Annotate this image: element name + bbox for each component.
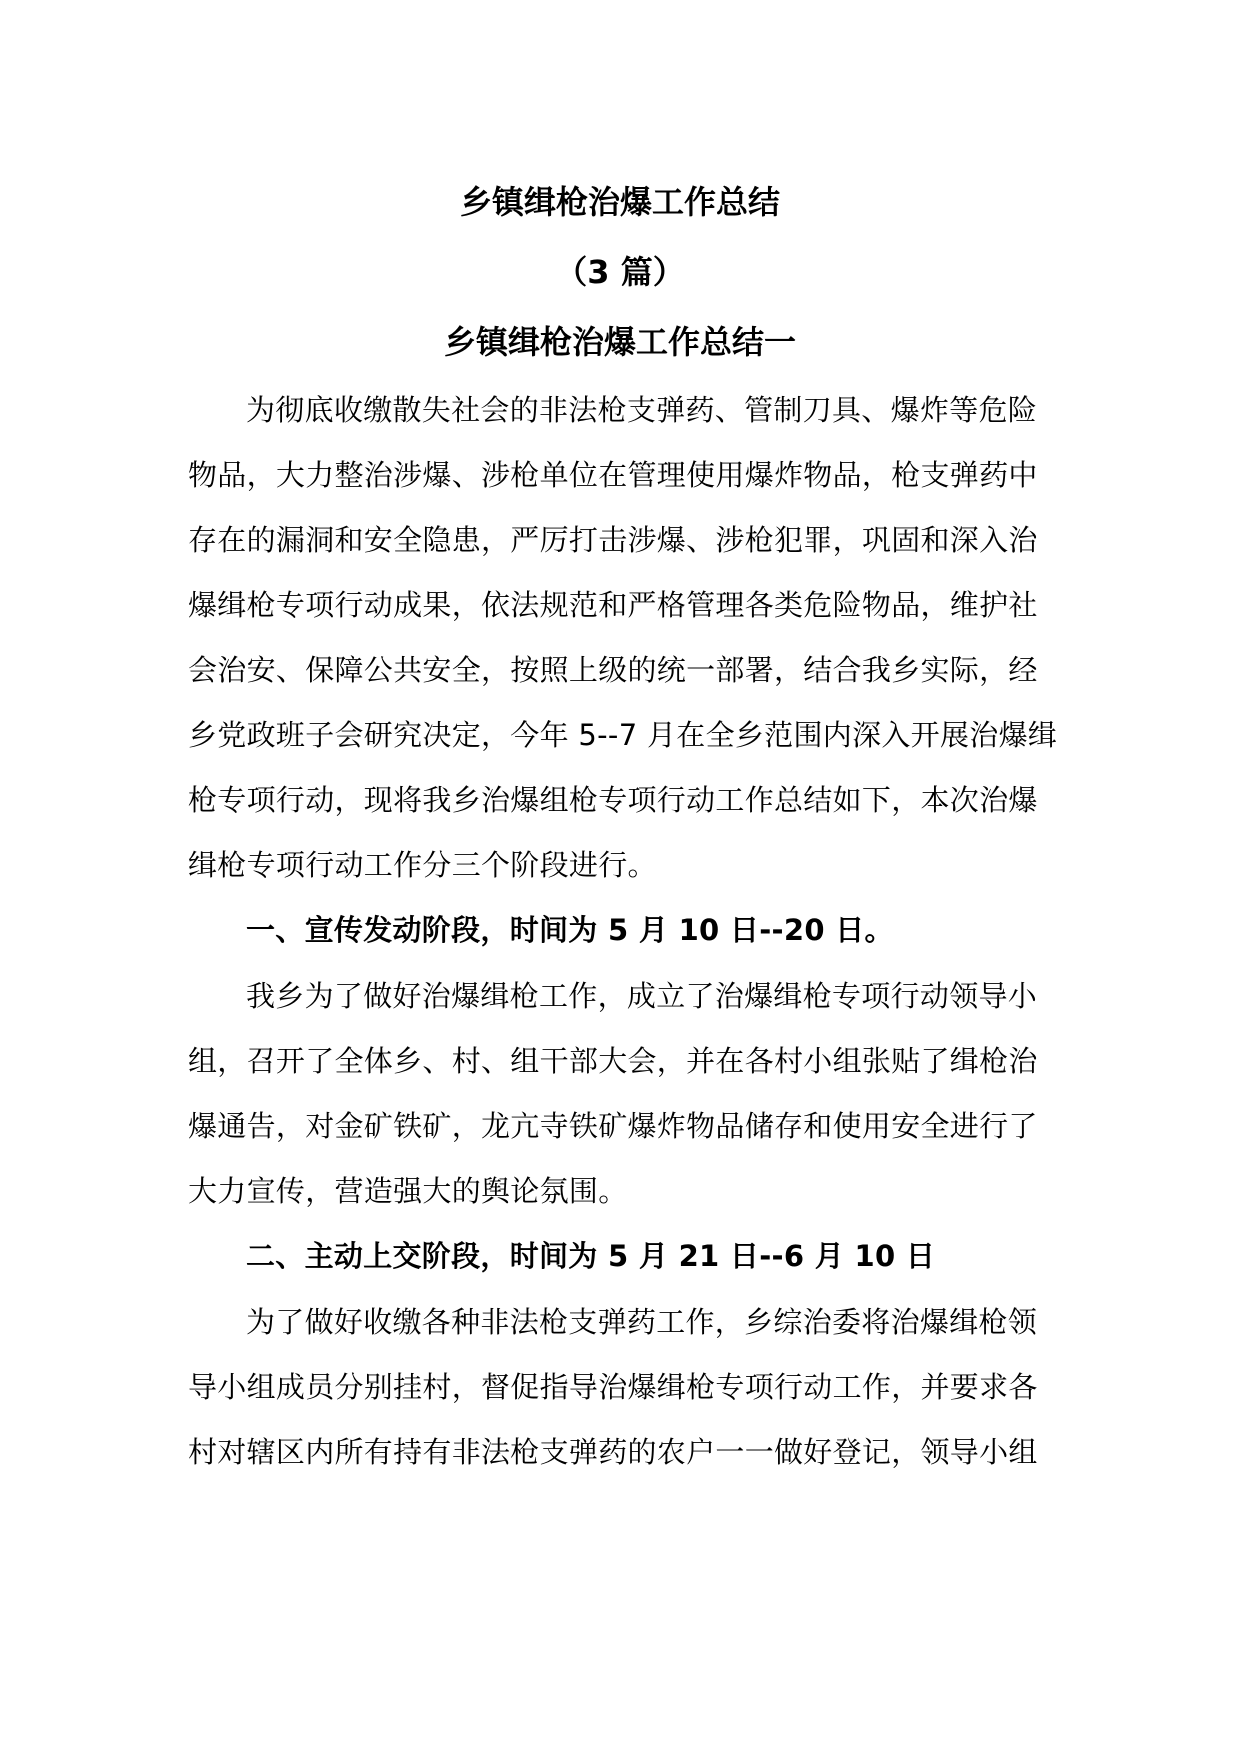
paragraph-stage-two <box>188 1290 1058 1485</box>
paragraph-line: 会治安、保障公共安全，按照上级的统一部署，结合我乡实际，经 <box>188 653 1038 687</box>
document-subtitle: （3 篇） <box>555 253 685 291</box>
paragraph-line: 大力宣传，营造强大的舆论氛围。 <box>188 1174 628 1208</box>
paragraph-line: 爆缉枪专项行动成果，依法规范和严格管理各类危险物品，维护社 <box>188 588 1038 622</box>
section-title: 乡镇缉枪治爆工作总结一 <box>443 323 796 361</box>
document-title: 乡镇缉枪治爆工作总结 <box>459 183 780 221</box>
paragraph-line: 缉枪专项行动工作分三个阶段进行。 <box>188 848 657 882</box>
heading-stage-two <box>188 1224 1058 1289</box>
paragraph-line: 物品，大力整治涉爆、涉枪单位在管理使用爆炸物品，枪支弹药中 <box>188 458 1038 492</box>
paragraph-line: 为了做好收缴各种非法枪支弹药工作，乡综治委将治爆缉枪领 <box>246 1305 1038 1339</box>
paragraph-line: 为彻底收缴散失社会的非法枪支弹药、管制刀具、爆炸等危险 <box>246 393 1038 427</box>
paragraph-line: 存在的漏洞和安全隐患，严厉打击涉爆、涉枪犯罪，巩固和深入治 <box>188 523 1038 557</box>
paragraph-line: 组，召开了全体乡、村、组干部大会，并在各村小组张贴了缉枪治 <box>188 1044 1038 1078</box>
paragraph-line: 导小组成员分别挂村，督促指导治爆缉枪专项行动工作，并要求各 <box>188 1370 1038 1404</box>
heading-text: 一、宣传发动阶段，时间为 5 月 10 日--20 日。 <box>246 913 894 947</box>
paragraph-stage-one <box>188 964 1058 1224</box>
paragraph-line: 枪专项行动，现将我乡治爆组枪专项行动工作总结如下，本次治爆 <box>188 783 1038 817</box>
heading-stage-one <box>188 898 1058 963</box>
paragraph-line: 村对辖区内所有持有非法枪支弹药的农户一一做好登记，领导小组 <box>188 1435 1038 1469</box>
paragraph-line: 乡党政班子会研究决定，今年 5--7 月在全乡范围内深入开展治爆缉 <box>188 718 1058 752</box>
paragraph-intro <box>188 378 1058 898</box>
heading-text: 二、主动上交阶段，时间为 5 月 21 日--6 月 10 日 <box>246 1239 936 1273</box>
paragraph-line: 爆通告，对金矿铁矿，龙亢寺铁矿爆炸物品储存和使用安全进行了 <box>188 1109 1038 1143</box>
paragraph-line: 我乡为了做好治爆缉枪工作，成立了治爆缉枪专项行动领导小 <box>246 979 1038 1013</box>
